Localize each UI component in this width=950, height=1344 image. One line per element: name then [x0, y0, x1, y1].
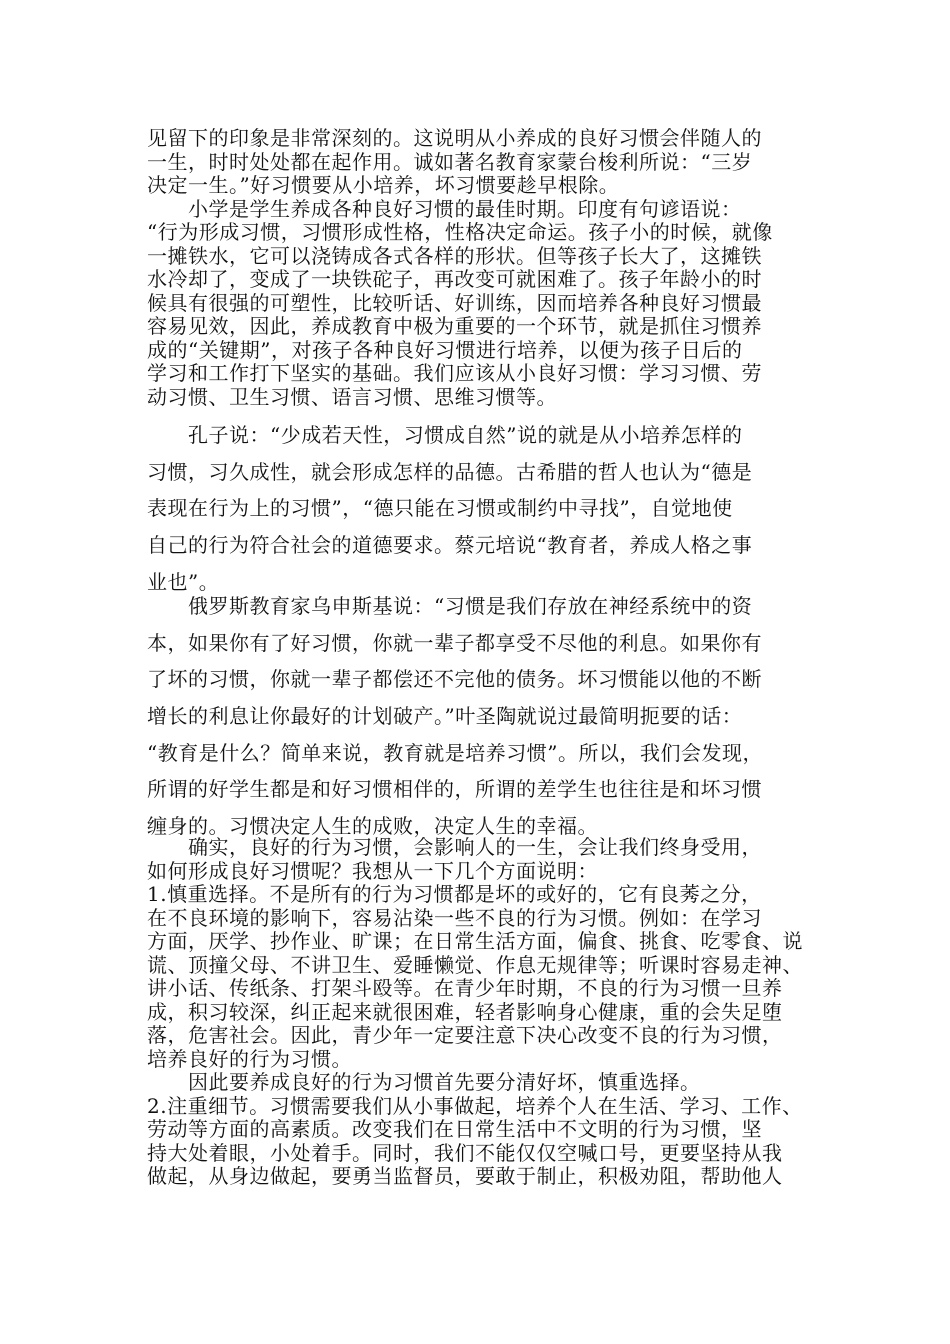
text-line: 决定一生。”好习惯要从小培养，坏习惯要趁早根除。	[147, 173, 620, 197]
text-line: 一生，时时处处都在起作用。诚如著名教育家蒙台梭利所说：“三岁	[147, 149, 753, 174]
text-line: 谎、顶撞父母、不讲卫生、爱睡懒觉、作息无规律等；听课时容易走神、	[147, 952, 803, 977]
text-line: 习惯，习久成性，就会形成怎样的品德。古希腊的哲人也认为“德是	[147, 459, 753, 484]
text-line: 小学是学生养成各种良好习惯的最佳时期。印度有句谚语说：	[147, 196, 742, 221]
paragraph-block-1	[147, 127, 815, 409]
text-line: 一摊铁水，它可以浇铸成各式各样的形状。但等孩子长大了，这摊铁	[147, 243, 762, 268]
text-line: 了坏的习惯，你就一辈子都偿还不完他的债务。坏习惯能以他的不断	[147, 667, 762, 692]
text-line: 在不良环境的影响下，容易沾染一些不良的行为习惯。例如：在学习	[147, 905, 762, 930]
text-line: 表现在行为上的习惯”，“德只能在习惯或制约中寻找”，自觉地使	[147, 496, 733, 521]
text-line: 孔子说：“少成若天性，习惯成自然”说的就是从小培养怎样的	[147, 423, 743, 447]
text-line: 水冷却了，变成了一块铁砣子，再改变可就困难了。孩子年龄小的时	[147, 267, 762, 291]
text-line: 缠身的。习惯决定人生的成败，决定人生的幸福。	[147, 814, 598, 839]
text-line: 2.注重细节。习惯需要我们从小事做起，培养个人在生活、学习、工作、	[147, 1093, 803, 1118]
text-line: 业也”。	[147, 569, 220, 594]
text-line: 劳动等方面的高素质。改变我们在日常生活中不文明的行为习惯，坚	[147, 1117, 762, 1141]
text-line: “行为形成习惯，习惯形成性格，性格决定命运。孩子小的时候，就像	[147, 220, 773, 244]
text-line: 落，危害社会。因此，青少年一定要注意下决心改变不良的行为习惯，	[147, 1023, 783, 1047]
paragraph-block-4	[147, 836, 815, 1189]
text-line: 方面，厌学、抄作业、旷课；在日常生活方面，偏食、挑食、吃零食、说	[147, 929, 803, 953]
text-line: 培养良好的行为习惯。	[147, 1046, 352, 1071]
text-line: 容易见效，因此，养成教育中极为重要的一个环节，就是抓住习惯养	[147, 314, 762, 338]
text-line: 确实，良好的行为习惯，会影响人的一生，会让我们终身受用，	[147, 835, 762, 859]
text-line: 所谓的好学生都是和好习惯相伴的，所谓的差学生也往往是和坏习惯	[147, 777, 762, 802]
text-line: 讲小话、传纸条、打架斗殴等。在青少年时期，不良的行为习惯一旦养	[147, 976, 783, 1000]
text-line: 1.慎重选择。不是所有的行为习惯都是坏的或好的，它有良莠之分，	[147, 882, 762, 906]
text-line: 成的“关键期”，对孩子各种良好习惯进行培养，以便为孩子日后的	[147, 337, 743, 362]
text-line: 持大处着眼，小处着手。同时，我们不能仅仅空喊口号，更要坚持从我	[147, 1140, 783, 1165]
paragraph-block-2	[147, 417, 815, 600]
text-line: 增长的利息让你最好的计划破产。”叶圣陶就说过最简明扼要的话：	[147, 704, 743, 729]
text-line: 见留下的印象是非常深刻的。这说明从小养成的良好习惯会伴随人的	[147, 126, 762, 150]
text-line: 自己的行为符合社会的道德要求。蔡元培说“教育者，养成人格之事	[147, 533, 753, 558]
text-line: 学习和工作打下坚实的基础。我们应该从小良好习惯：学习习惯、劳	[147, 361, 762, 385]
text-line: 如何形成良好习惯呢？我想从一下几个方面说明：	[147, 858, 598, 883]
text-line: 俄罗斯教育家乌申斯基说：“习惯是我们存放在神经系统中的资	[147, 594, 753, 618]
text-line: 因此要养成良好的行为习惯首先要分清好坏，慎重选择。	[147, 1070, 701, 1094]
text-line: 候具有很强的可塑性，比较听话、好训练，因而培养各种良好习惯最	[147, 290, 762, 315]
text-line: 成，积习较深，纠正起来就很困难，轻者影响身心健康，重的会失足堕	[147, 999, 783, 1024]
text-line: 动习惯、卫生习惯、语言习惯、思维习惯等。	[147, 384, 557, 409]
paragraph-block-3	[147, 588, 815, 845]
text-line: 做起，从身边做起，要勇当监督员，要敢于制止，积极劝阻，帮助他人	[147, 1164, 783, 1188]
text-line: “教育是什么？简单来说，教育就是培养习惯”。所以，我们会发现，	[147, 740, 763, 765]
text-line: 本，如果你有了好习惯，你就一辈子都享受不尽他的利息。如果你有	[147, 630, 762, 655]
